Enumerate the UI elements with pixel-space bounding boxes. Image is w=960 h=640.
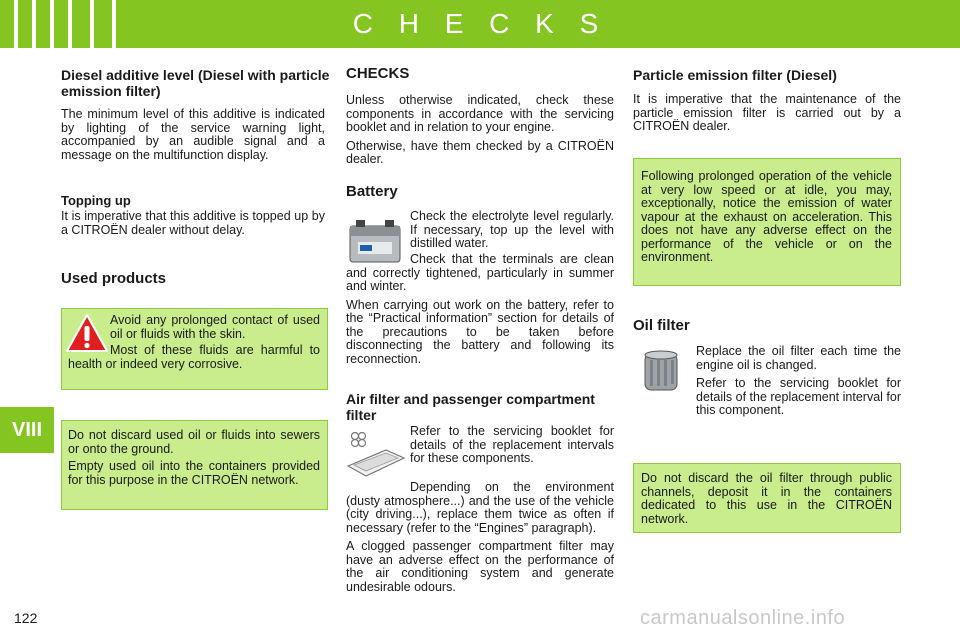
discard-paragraph-2: Empty used oil into the containers provided for this purpose in the CITROËN network. (68, 459, 320, 487)
oil-filter-paragraph-1: Replace the oil filter each time the engine oil is changed. (696, 344, 901, 372)
air-filter-paragraph-1: Refer to the servicing booklet for details of the replacement intervals for these components. (410, 424, 614, 465)
diesel-additive-text (61, 108, 325, 167)
warning-text-lower (68, 344, 320, 375)
battery-paragraph-3: When carrying out work on the battery, refer to the “Practical information” section for details of the precautions to be taken before disconnecting the battery and following its reconnection. (346, 297, 614, 366)
diesel-additive-heading: Diesel additive level (Diesel with particle emission filter) (61, 67, 330, 99)
chapter-tab: VIII (0, 407, 54, 453)
particle-filter-heading: Particle emission filter (Diesel) (633, 67, 837, 83)
battery-paragraph-1: Check the electrolyte level regularly. If necessary, top up the level with distilled water. (410, 209, 614, 250)
air-filter-icon (346, 428, 406, 482)
page-title: C H E C K S (352, 8, 608, 39)
air-filter-paragraph-2: Depending on the environment (dusty atmosphere...) and the use of the vehicle (city driving...), replace them twice as often if necessary (refer to the “Engines” paragraph). (346, 480, 614, 535)
used-products-heading: Used products (61, 270, 167, 287)
air-filter-paragraph-3: A clogged passenger compartment filter may have an adverse effect on the performance of the air conditioning system and generate undesirable odours. (346, 539, 614, 594)
air-filter-text-lower (346, 481, 614, 599)
battery-heading: Battery (346, 183, 398, 200)
air-filter-heading: Air filter and passenger compartment filter (346, 391, 595, 423)
checks-paragraph-1: Unless otherwise indicated, check these components in accordance with the servicing booklet and in relation to your engine. (346, 93, 614, 134)
air-filter-text-upper (410, 425, 614, 471)
warning-paragraph-1: Avoid any prolonged contact of used oil or fluids with the skin. (110, 313, 320, 341)
oil-filter-box-paragraph: Do not discard the oil filter through public channels, deposit it in the containers dedicated to this use in the CITROËN network. (641, 471, 892, 526)
particle-filter-paragraph: It is imperative that the maintenance of the particle emission filter is carried out by a CITROËN dealer. (633, 92, 901, 133)
discard-paragraph-1: Do not discard used oil or fluids into sewers or onto the ground. (68, 428, 320, 456)
watermark: carmanualsonline.info (640, 607, 846, 629)
checks-heading: CHECKS (346, 65, 410, 82)
topping-up-paragraph: It is imperative that this additive is topped up by a CITROËN dealer without delay. (61, 209, 325, 237)
warning-text-upper (110, 314, 320, 345)
battery-text-lower (346, 253, 614, 371)
oil-filter-icon (639, 348, 685, 396)
battery-text-upper (410, 210, 614, 256)
discard-text (68, 429, 320, 491)
warning-paragraph-2: Most of these fluids are harmful to health or indeed very corrosive. (68, 343, 320, 371)
oil-filter-box-text (641, 472, 892, 530)
checks-text (346, 94, 614, 172)
particle-filter-text (633, 93, 901, 139)
page-header (0, 0, 960, 48)
battery-paragraph-2: Check that the terminals are clean and correctly tightened, particularly in summer and winter. (346, 252, 614, 293)
oil-filter-text (696, 345, 901, 423)
particle-filter-box-text (641, 170, 892, 269)
topping-up-text (61, 210, 325, 242)
oil-filter-heading: Oil filter (633, 317, 690, 334)
checks-paragraph-2: Otherwise, have them checked by a CITROËN dealer. (346, 138, 614, 166)
particle-filter-box-paragraph: Following prolonged operation of the vehicle at very low speed or at idle, you may, exceptionally, notice the emission of water vapour at the exhaust on acceleration. This does not have any adverse effect on the performance of the vehicle or on the environment. (641, 169, 892, 264)
topping-up-heading: Topping up (61, 193, 131, 208)
page-number: 122 (14, 610, 38, 626)
diesel-additive-paragraph: The minimum level of this additive is indicated by lighting of the service warning light, accompanied by an audible signal and a message on the multifunction display. (61, 107, 325, 162)
oil-filter-paragraph-2: Refer to the servicing booklet for details of the replacement interval for this component. (696, 376, 901, 417)
